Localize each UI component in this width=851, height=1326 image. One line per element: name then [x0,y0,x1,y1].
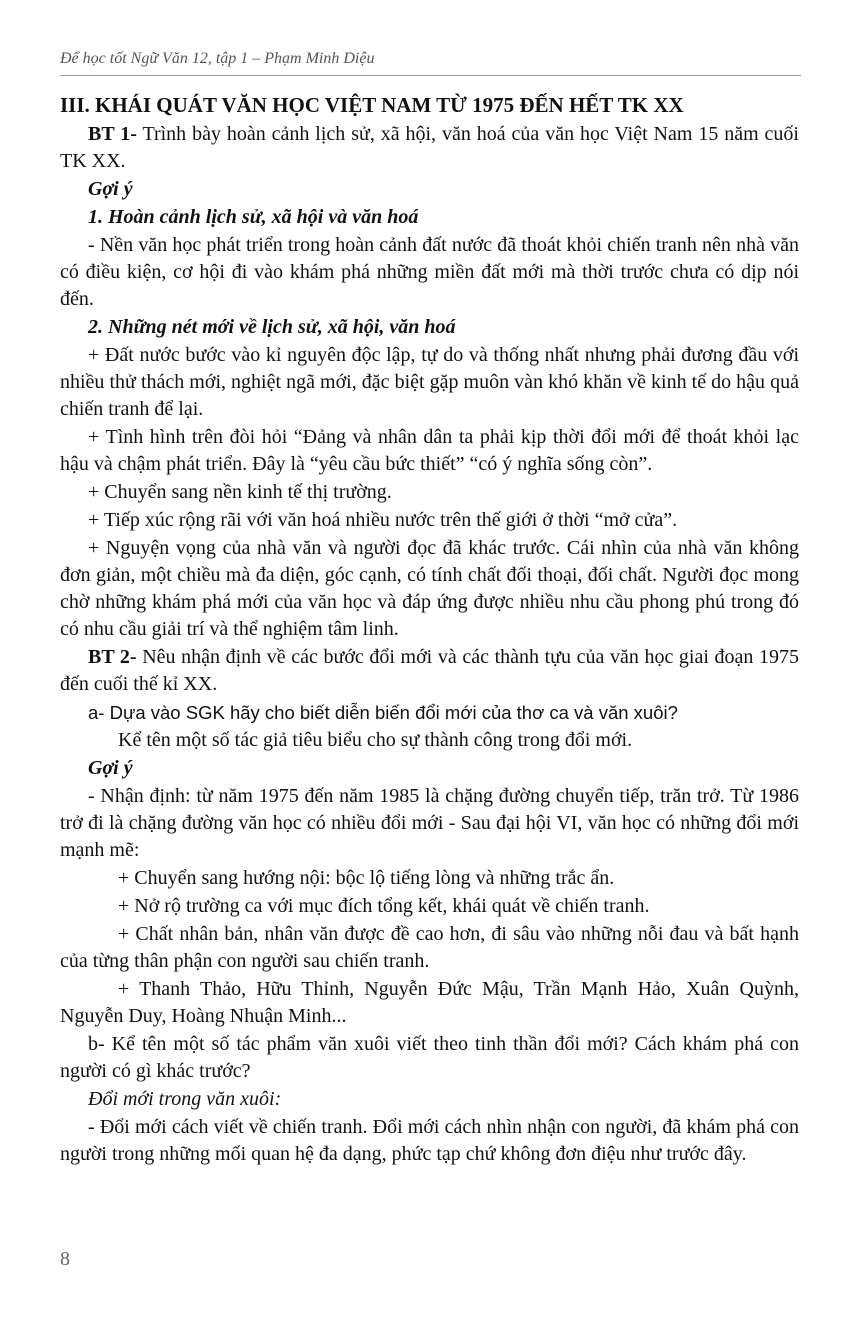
exercise-2-text: Nêu nhận định về các bước đổi mới và các thành tựu của văn học giai đoạn 1975 đến cuối thế kỉ XX. [60,646,800,695]
question-a: a- Dựa vào SGK hãy cho biết diễn biến đổi mới của thơ ca và văn xuôi? [88,702,678,723]
question-b: b- Kể tên một số tác phẩm văn xuôi viết theo tinh thần đổi mới? Cách khám phá con người có gì khác trước? [60,1033,799,1082]
hint-heading-2: Gợi ý [88,757,133,779]
section-2-heading: 2. Những nét mới về lịch sử, xã hội, văn hoá [88,316,456,338]
poetry-item: + Chuyển sang hướng nội: bộc lộ tiếng lòng và những trắc ẩn. [118,867,615,889]
section-1-item: - Nền văn học phát triển trong hoàn cảnh đất nước đã thoát khỏi chiến tranh nên nhà văn có điều kiện, cơ hội đi vào khám phá những miền đất mới mà thời trước chưa có dịp nói đến. [60,234,799,310]
poetry-item: + Thanh Thảo, Hữu Thỉnh, Nguyễn Đức Mậu, Trần Mạnh Hảo, Xuân Quỳnh, Nguyễn Duy, Hoàng Nhuận Minh... [60,978,799,1027]
exercise-1-text: Trình bày hoàn cảnh lịch sử, xã hội, văn hoá của văn học Việt Nam 15 năm cuối TK XX. [60,123,799,172]
question-a-continued: Kể tên một số tác giả tiêu biểu cho sự thành công trong đổi mới. [118,729,633,751]
section-2-item: + Nguyện vọng của nhà văn và người đọc đã khác trước. Cái nhìn của nhà văn không đơn giản, một chiều mà đa diện, góc cạnh, có tính chất đối thoại, đối chất. Người đọc mong chờ những khám phá mới của văn học và đáp ứng được nhiều nhu cầu phong phú trong đó có nhu cầu giải trí và thể nghiệm tâm linh. [60,537,799,640]
section-title: III. KHÁI QUÁT VĂN HỌC VIỆT NAM TỪ 1975 ĐẾN HẾT TK XX [60,93,684,117]
exercise-2-label: BT 2- [88,646,137,668]
exercise-1 [60,121,799,175]
hint-heading-1: Gợi ý [88,178,133,200]
section-2-item: + Chuyển sang nền kinh tế thị trường. [88,481,392,503]
poetry-item: + Nở rộ trường ca với mục đích tổng kết, khái quát về chiến tranh. [118,895,650,917]
running-header: Để học tốt Ngữ Văn 12, tập 1 – Phạm Minh Diệu [60,50,801,76]
prose-item: - Đổi mới cách viết về chiến tranh. Đổi mới cách nhìn nhận con người, đã khám phá con người trong những mối quan hệ đa dạng, phức tạp chứ không đơn điệu như trước đây. [60,1116,799,1165]
section-2-item: + Tình hình trên đòi hỏi “Đảng và nhân dân ta phải kịp thời đổi mới để thoát khỏi lạc hậu và chậm phát triển. Đây là “yêu cầu bức thiết” “có ý nghĩa sống còn”. [60,426,799,475]
page-content [60,92,799,1169]
section-2-item: + Đất nước bước vào kỉ nguyên độc lập, tự do và thống nhất nhưng phải đương đầu với nhiều thử thách mới, nghiệt ngã mới, đặc biệt gặp muôn vàn khó khăn về kinh tế do hậu quả chiến tranh để lại. [60,344,799,420]
page-number: 8 [60,1248,70,1270]
exercise-1-label: BT 1- [88,123,137,145]
poetry-item: + Chất nhân bản, nhân văn được đề cao hơn, đi sâu vào những nỗi đau và bất hạnh của từng thân phận con người sau chiến tranh. [60,923,799,972]
assessment-paragraph: - Nhận định: từ năm 1975 đến năm 1985 là chặng đường chuyển tiếp, trăn trở. Từ 1986 trở đi là chặng đường văn học có nhiều đổi mới - Sau đại hội VI, văn học có những đổi mới mạnh mẽ: [60,785,799,861]
prose-heading: Đổi mới trong văn xuôi: [88,1088,282,1110]
exercise-2 [60,644,799,698]
section-2-item: + Tiếp xúc rộng rãi với văn hoá nhiều nước trên thế giới ở thời “mở cửa”. [88,509,678,531]
section-1-heading: 1. Hoàn cảnh lịch sử, xã hội và văn hoá [88,206,419,228]
